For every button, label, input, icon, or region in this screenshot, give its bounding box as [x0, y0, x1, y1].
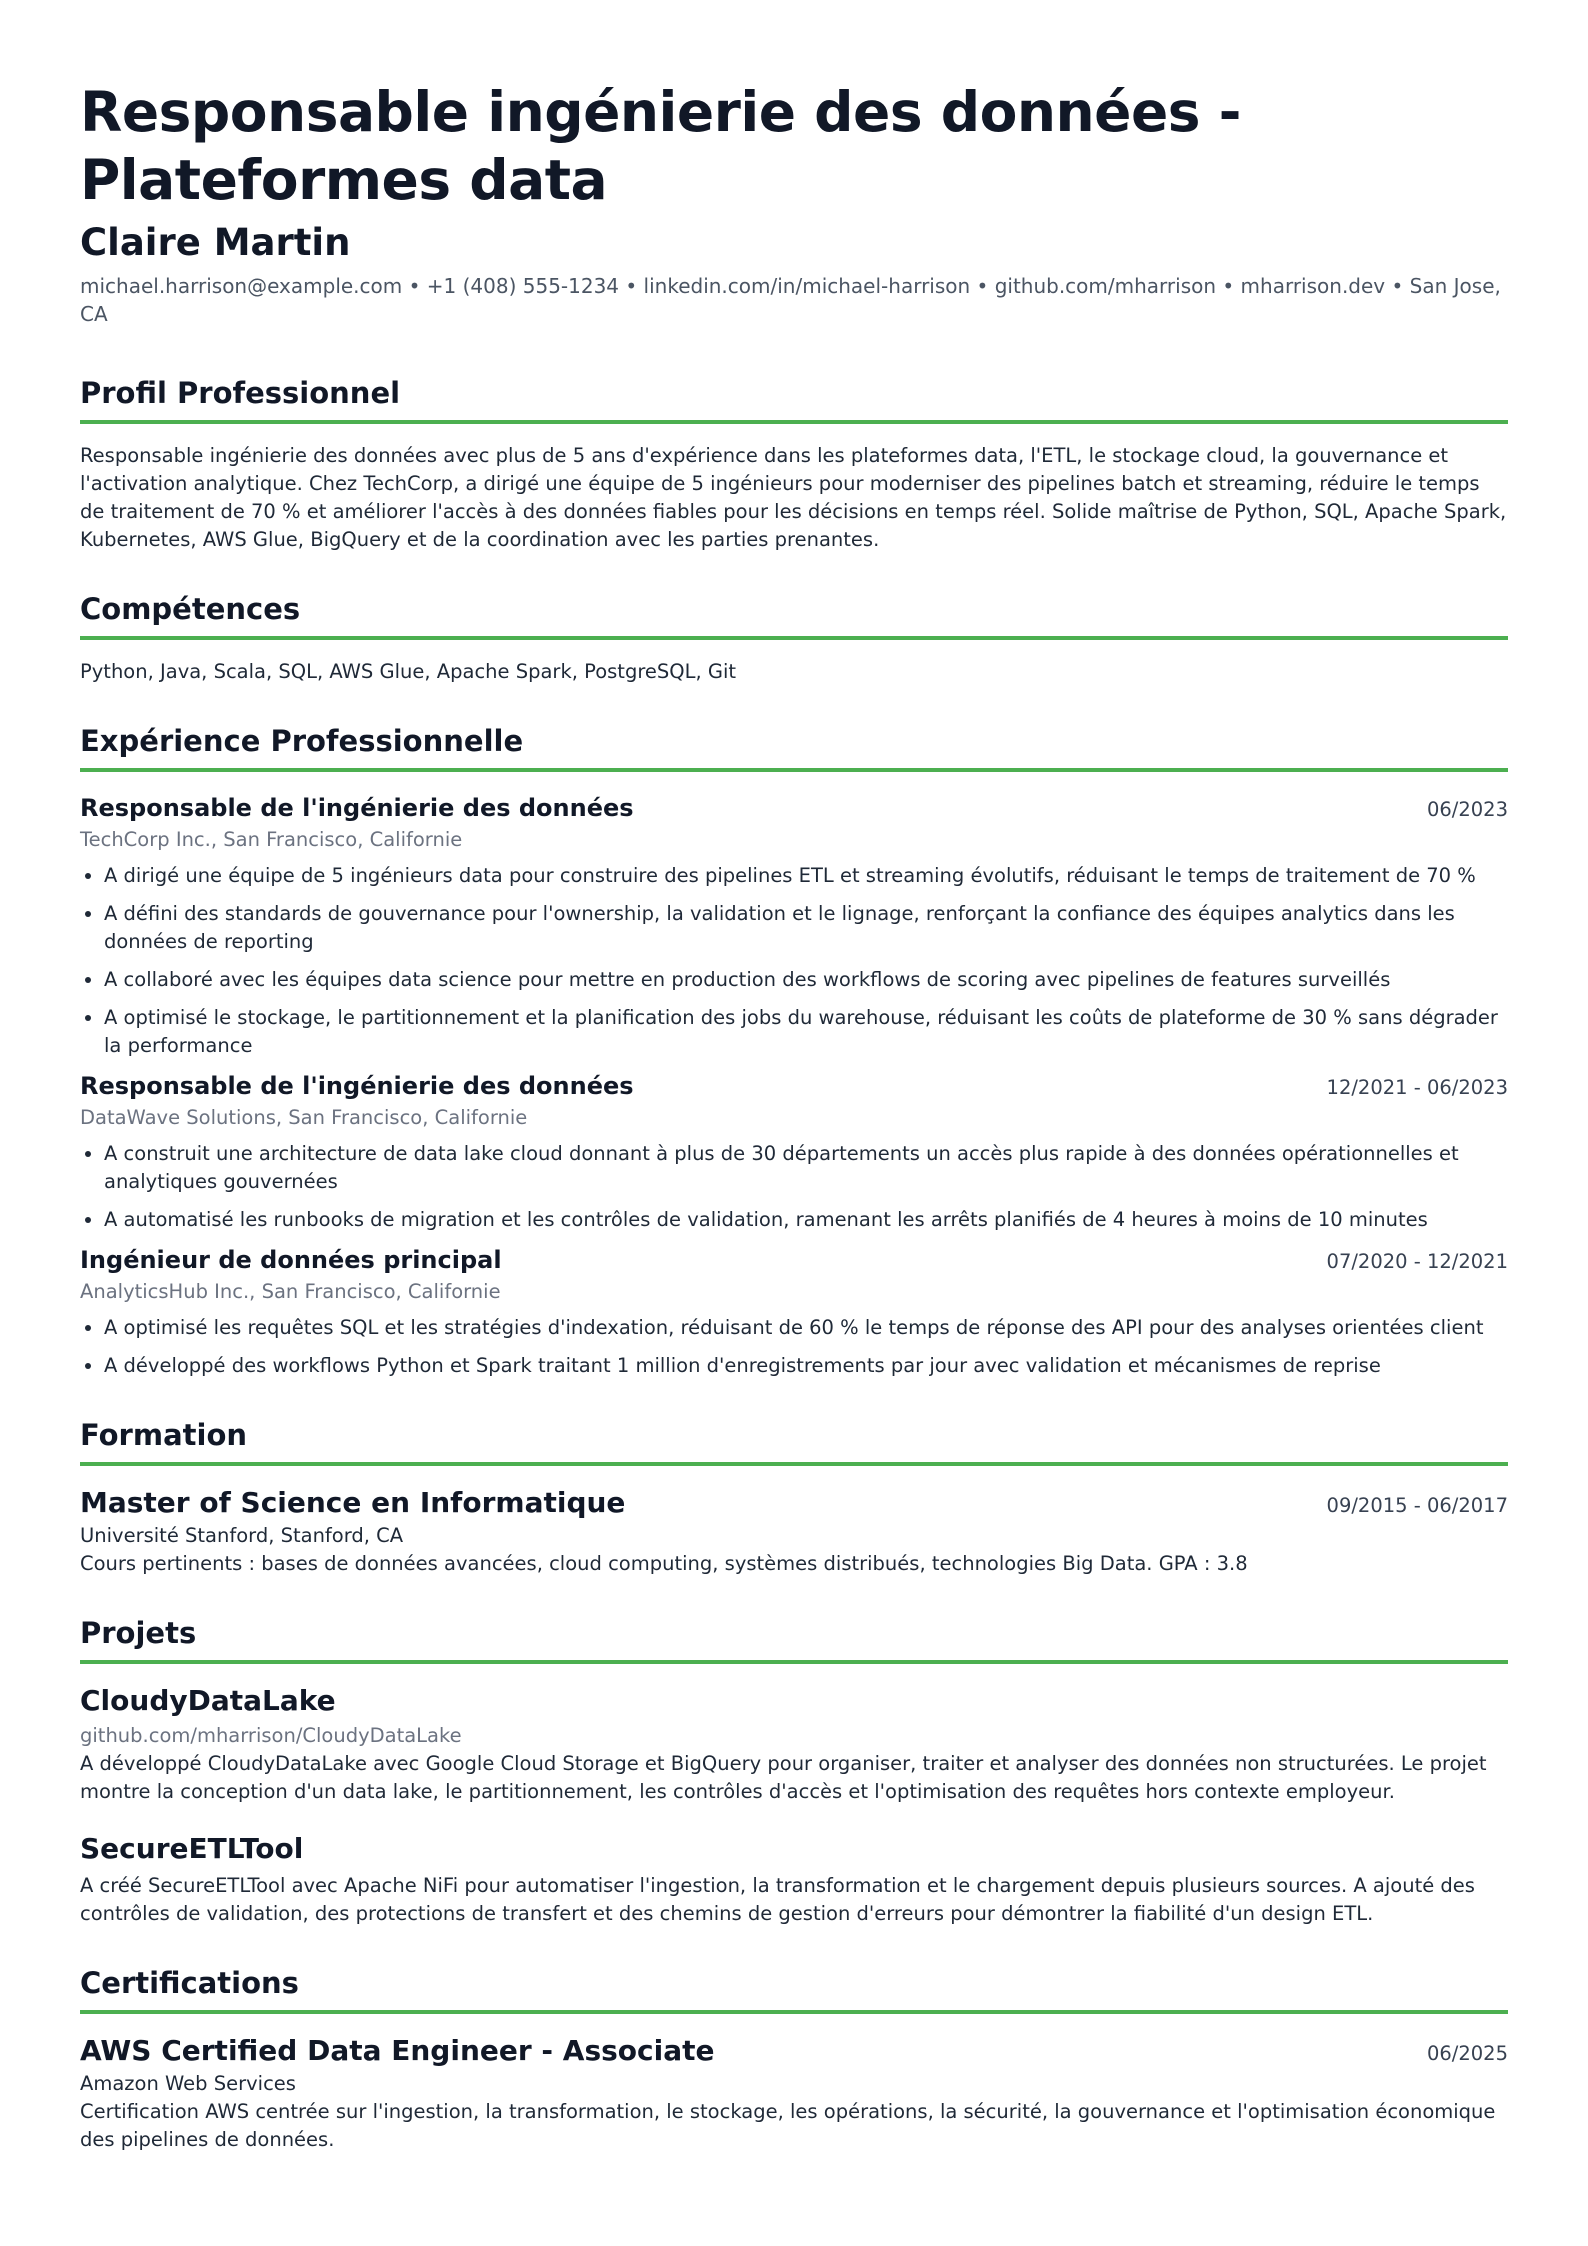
project-description: A développé CloudyDataLake avec Google Cloud Storage et BigQuery pour organiser, traiter et analyser des données non structurées. Le projet montre la conception d'un data lake, le partitionnement, les contrôles d'accès et l'optimisation des requêtes hors contexte employeur. [80, 1752, 1487, 1803]
skills-section [80, 590, 1508, 686]
project-entry [80, 1830, 1508, 1928]
job-company: AnalyticsHub Inc., San Francisco, Californie [80, 1280, 501, 1303]
skills-text: Python, Java, Scala, SQL, AWS Glue, Apache Spark, PostgreSQL, Git [80, 660, 737, 683]
school-name: Université Stanford, Stanford, CA [80, 1524, 404, 1547]
project-name: SecureETLTool [80, 1832, 304, 1865]
job-entry [80, 1070, 1508, 1234]
job-bullet: • A optimisé les requêtes SQL et les stratégies d'indexation, réduisant de 60 % le temps de réponse des API pour des analyses orientées client [104, 1314, 1508, 1342]
job-bullet: • A défini des standards de gouvernance pour l'ownership, la validation et le lignage, renforçant la confiance des équipes analytics dans les données de reporting [104, 900, 1508, 956]
contact-line: michael.harrison@example.com • +1 (408) 555-1234 • linkedin.com/in/michael-harrison • github.com/mharrison • mharrison.dev • San Jose, CA [80, 274, 1501, 326]
job-bullet: • A construit une architecture de data lake cloud donnant à plus de 30 départements un accès plus rapide à des données opérationnelles et analytiques gouvernées [104, 1140, 1508, 1196]
job-bullets [80, 1314, 1508, 1380]
job-bullets [80, 1140, 1508, 1234]
project-link[interactable]: github.com/mharrison/CloudyDataLake [80, 1724, 462, 1747]
certification-entry [80, 2032, 1508, 2154]
profile-section [80, 374, 1508, 554]
job-entry [80, 792, 1508, 1060]
projects-heading: Projets [80, 1614, 1508, 1664]
certification-issuer: Amazon Web Services [80, 2072, 296, 2095]
job-title: Ingénieur de données principal [80, 1246, 502, 1274]
job-date: 07/2020 - 12/2021 [1326, 1250, 1508, 1273]
resume-title: Responsable ingénierie des données - Plateformes data [80, 80, 1241, 212]
candidate-name: Claire Martin [80, 221, 351, 264]
resume-page [80, 78, 1508, 2154]
profile-text: Responsable ingénierie des données avec plus de 5 ans d'expérience dans les plateformes data, l'ETL, le stockage cloud, la gouvernance et l'activation analytique. Chez TechCorp, a dirigé une équipe de 5 ingénieurs pour moderniser des pipelines batch et streaming, réduire le temps de traitement de 70 % et améliorer l'accès à des données fiables pour les décisions en temps réel. Solide maîtrise de Python, SQL, Apache Spark, Kubernetes, AWS Glue, BigQuery et de la coordination avec les parties prenantes. [80, 444, 1507, 551]
certification-name: AWS Certified Data Engineer - Associate [80, 2034, 715, 2067]
job-company: TechCorp Inc., San Francisco, Californie [80, 828, 463, 851]
profile-heading: Profil Professionnel [80, 374, 1508, 424]
certifications-heading: Certifications [80, 1964, 1508, 2014]
certifications-section [80, 1964, 1508, 2154]
job-bullet: • A automatisé les runbooks de migration et les contrôles de validation, ramenant les arrêts planifiés de 4 heures à moins de 10 minutes [104, 1206, 1508, 1234]
project-description: A créé SecureETLTool avec Apache NiFi pour automatiser l'ingestion, la transformation et le chargement depuis plusieurs sources. A ajouté des contrôles de validation, des protections de transfert et des chemins de gestion d'erreurs pour démontrer la fiabilité d'un design ETL. [80, 1874, 1475, 1925]
certification-description: Certification AWS centrée sur l'ingestion, la transformation, le stockage, les opérations, la sécurité, la gouvernance et l'optimisation économique des pipelines de données. [80, 2100, 1496, 2151]
job-entry [80, 1244, 1508, 1380]
education-section [80, 1416, 1508, 1578]
job-bullet: • A développé des workflows Python et Spark traitant 1 million d'enregistrements par jour avec validation et mécanismes de reprise [104, 1352, 1508, 1380]
project-name: CloudyDataLake [80, 1684, 336, 1717]
job-bullet: • A optimisé le stockage, le partitionnement et la planification des jobs du warehouse, réduisant les coûts de plateforme de 30 % sans dégrader la performance [104, 1004, 1508, 1060]
job-bullet: • A collaboré avec les équipes data science pour mettre en production des workflows de scoring avec pipelines de features surveillés [104, 966, 1508, 994]
skills-heading: Compétences [80, 590, 1508, 640]
experience-heading: Expérience Professionnelle [80, 722, 1508, 772]
education-heading: Formation [80, 1416, 1508, 1466]
certification-date: 06/2025 [1426, 2042, 1508, 2065]
job-bullet: • A dirigé une équipe de 5 ingénieurs data pour construire des pipelines ETL et streaming évolutifs, réduisant le temps de traitement de 70 % [104, 862, 1508, 890]
job-date: 06/2023 [1426, 798, 1508, 821]
experience-section [80, 722, 1508, 1380]
degree-title: Master of Science en Informatique [80, 1486, 626, 1519]
job-date: 12/2021 - 06/2023 [1326, 1076, 1508, 1099]
education-details: Cours pertinents : bases de données avancées, cloud computing, systèmes distribués, technologies Big Data. GPA : 3.8 [80, 1552, 1248, 1575]
projects-section [80, 1614, 1508, 1928]
job-title: Responsable de l'ingénierie des données [80, 794, 634, 822]
education-date: 09/2015 - 06/2017 [1326, 1494, 1508, 1517]
project-entry [80, 1682, 1508, 1806]
job-company: DataWave Solutions, San Francisco, Californie [80, 1106, 528, 1129]
job-bullets [80, 862, 1508, 1060]
education-entry [80, 1484, 1508, 1578]
job-title: Responsable de l'ingénierie des données [80, 1072, 634, 1100]
